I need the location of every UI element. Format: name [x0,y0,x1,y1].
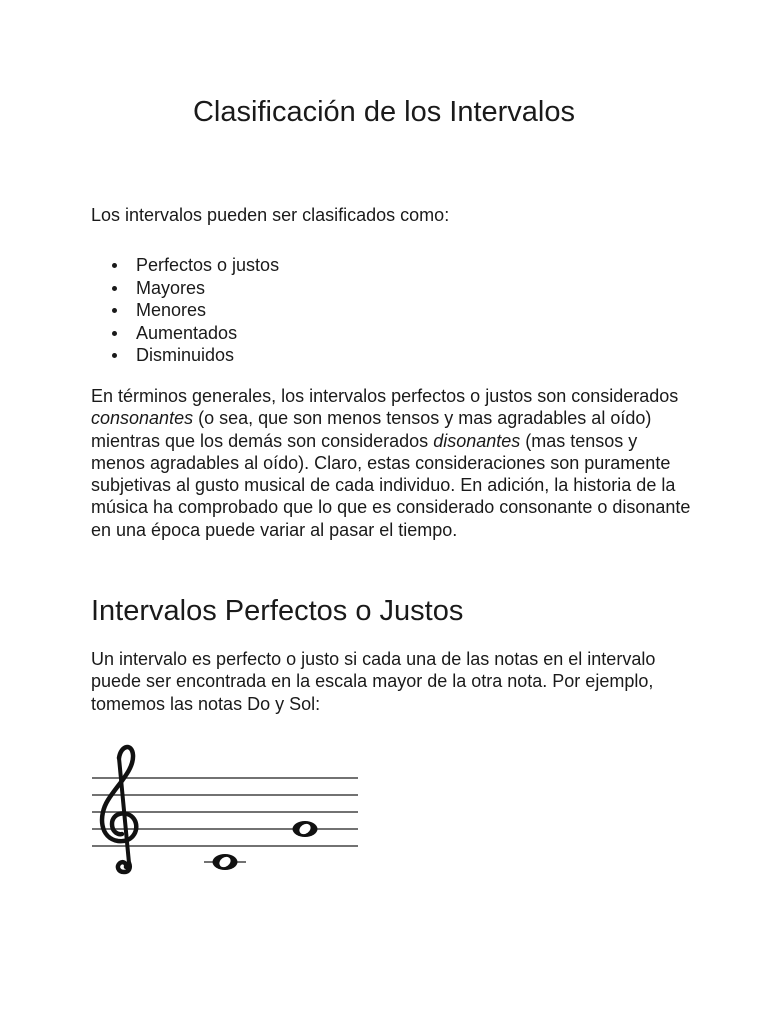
bullet-icon [112,308,117,313]
section-heading: Intervalos Perfectos o Justos [91,595,464,627]
disonantes-term: disonantes [433,430,521,451]
paragraph-text: En términos generales, los intervalos perfectos o justos son considerados [91,386,679,406]
note-do [204,854,246,870]
bullet-icon [112,331,117,336]
bullet-icon [112,263,117,268]
bullet-icon [112,286,117,291]
bullet-icon [112,353,117,358]
note-sol [293,821,318,837]
list-item [91,344,279,367]
paragraph-text: (mas tensos y menos agradables al oído). Claro, estas consideraciones son puramente subjetivas al gusto musical de cada individuo. En adición, la historia de la música ha comprobado que lo que es considerado consonante o disonante en una época puede variar al pasar el tiempo. [91,430,691,540]
section-text: Un intervalo es perfecto o justo si cada una de las notas en el intervalo puede ser encontrada en la escala mayor de la otra nota. Por ejemplo, tomemos las notas Do y Sol: [91,649,656,714]
list-item [91,322,279,345]
intro-text: Los intervalos pueden ser clasificados como: [91,205,450,225]
consonance-paragraph [91,385,691,541]
list-item [91,254,279,277]
list-item-label: Menores [136,300,207,320]
treble-clef-icon [102,747,136,872]
list-item [91,277,279,300]
music-staff [88,740,362,880]
list-item-label: Aumentados [136,322,238,343]
classification-list [91,254,279,367]
list-item-label: Mayores [136,277,206,298]
page-title: Clasificación de los Intervalos [192,96,575,128]
list-item-label: Disminuidos [136,345,235,365]
paragraph-text: (o sea, que son menos tensos y mas agradables al oído) mientras que los demás son considerados [91,408,652,451]
list-item [91,299,279,322]
list-item-label: Perfectos o justos [136,255,280,275]
consonantes-term: consonantes [91,408,194,429]
